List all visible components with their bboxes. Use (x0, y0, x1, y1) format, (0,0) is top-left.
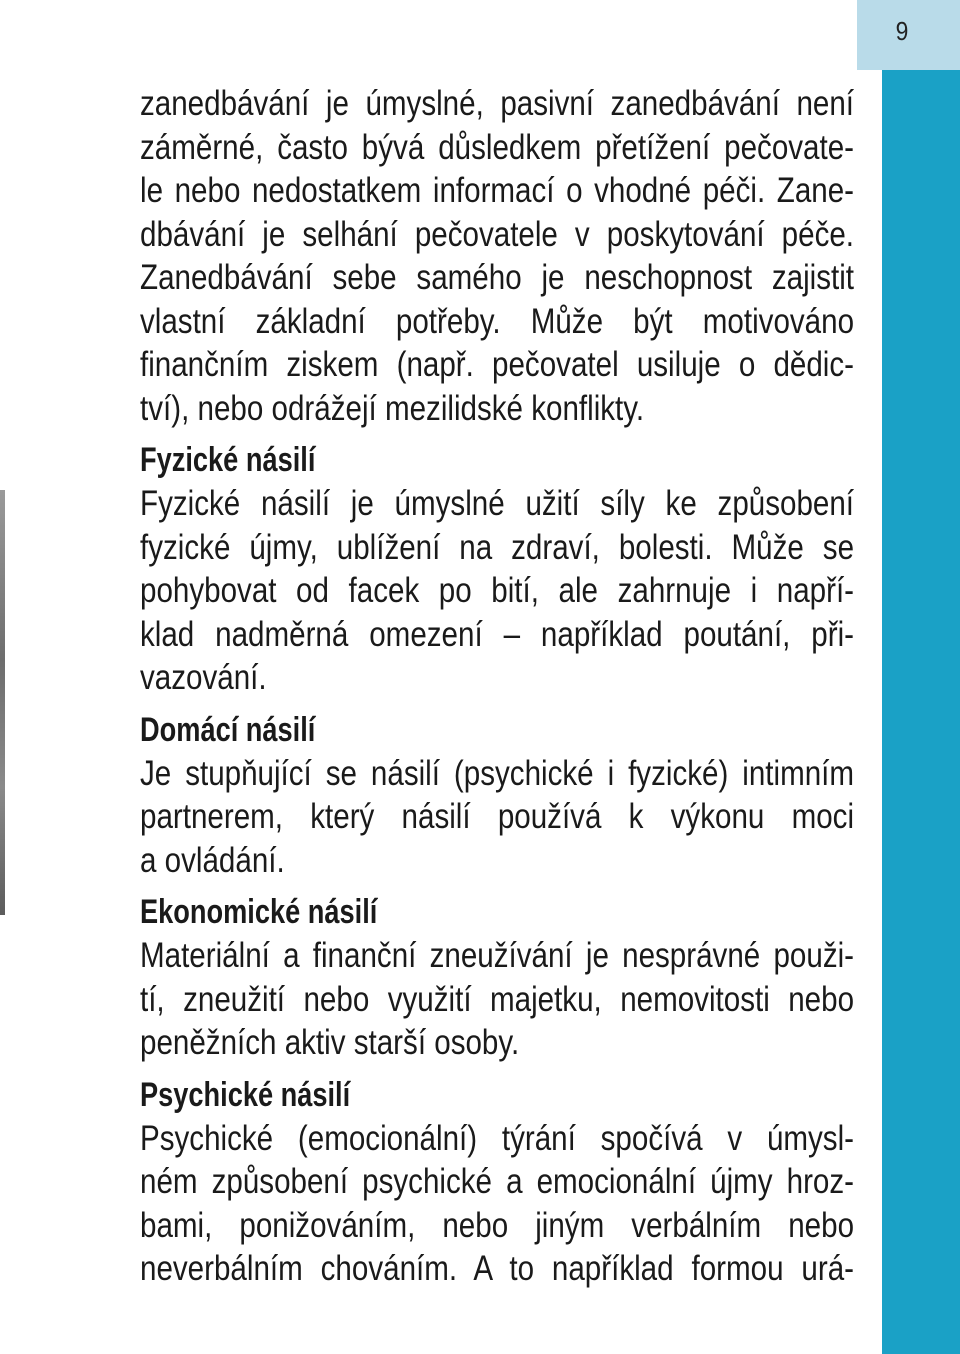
section-domestic-violence (140, 708, 854, 883)
text-line: zanedbávání je úmyslné, pasivní zanedbávání není (140, 84, 855, 123)
text-line: záměrné, často bývá důsledkem přetížení pečovate- (140, 127, 855, 167)
section-physical-violence (140, 438, 854, 700)
text-line: Fyzické násilí je úmyslné užití síly ke způsobení (140, 484, 855, 523)
section-heading: Domácí násilí (140, 710, 316, 749)
text-line: Zanedbávání sebe samého je neschopnost zajistit (140, 258, 855, 297)
text-line: dbávání je selhání pečovatele v poskytování péče. (140, 214, 855, 254)
text-line: Psychické (emocionální) týrání spočívá v úmysl- (140, 1118, 855, 1158)
side-color-bar (882, 70, 960, 1354)
section-psychological-violence (140, 1073, 854, 1291)
text-line: klad nadměrná omezení – například poutání, při- (140, 614, 855, 654)
text-line: bami, ponižováním, nebo jiným verbálním nebo (140, 1205, 855, 1245)
text-line: peněžních aktiv starší osoby. (140, 1023, 520, 1062)
text-line: fyzické újmy, ublížení na zdraví, bolesti. Může se (140, 527, 855, 567)
text-line: tí, zneužití nebo využití majetku, nemovitosti nebo (140, 979, 855, 1019)
text-line: ném způsobení psychické a emocionální újmy hroz- (140, 1162, 855, 1201)
intro-paragraph (140, 82, 854, 430)
text-line: tví), nebo odrážejí mezilidské konflikty. (140, 388, 645, 428)
text-line: vlastní základní potřeby. Může být motivováno (140, 301, 855, 341)
text-line: a ovládání. (140, 840, 285, 880)
section-economic-violence (140, 890, 854, 1065)
text-line: partnerem, který násilí používá k výkonu moci (140, 797, 855, 836)
section-heading: Fyzické násilí (140, 441, 316, 479)
text-line: vazování. (140, 658, 267, 697)
text-line: le nebo nedostatkem informací o vhodné péči. Zane- (140, 171, 855, 210)
text-line: finančním ziskem (např. pečovatel usiluje o dědic- (140, 345, 855, 384)
left-edge-image-strip (0, 490, 5, 915)
text-line: Je stupňující se násilí (psychické i fyzické) intimním (140, 753, 855, 793)
text-line: neverbálním chováním. A to například formou urá- (140, 1249, 855, 1288)
section-heading: Psychické násilí (140, 1075, 351, 1114)
text-line: Materiální a finanční zneužívání je nesprávné použi- (140, 936, 855, 975)
text-line: pohybovat od facek po bití, ale zahrnuje i napří- (140, 571, 855, 610)
page-number: 9 (895, 15, 909, 46)
section-heading: Ekonomické násilí (140, 893, 378, 931)
page-content (140, 82, 854, 1291)
